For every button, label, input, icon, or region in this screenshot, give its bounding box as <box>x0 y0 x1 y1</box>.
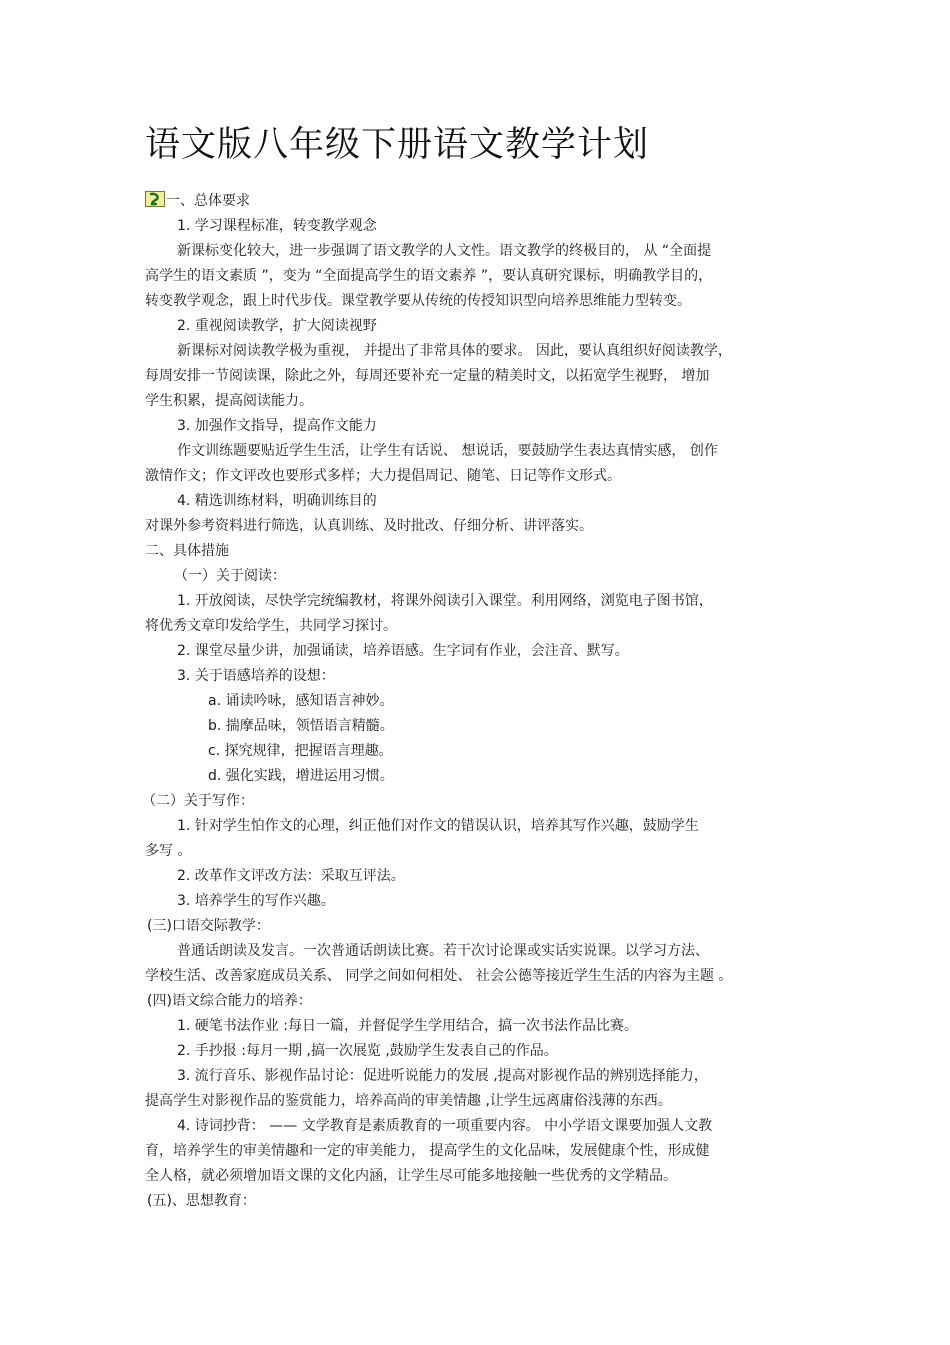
paragraph-line: 新课标对阅读教学极为重视， 并提出了非常具体的要求。 因此，要认真组织好阅读教学， <box>177 343 732 359</box>
sub-list-item: c. 探究规律，把握语言理趣。 <box>208 743 393 759</box>
paragraph-line: 高学生的语文素质 ”，变为 “全面提高学生的语文素养 ”，要认真研究课标，明确教学目的， <box>145 268 713 284</box>
list-item: 2. 课堂尽量少讲，加强诵读，培养语感。生字词有作业，会注音、默写。 <box>177 643 629 659</box>
item-heading: 3. 加强作文指导，提高作文能力 <box>177 418 377 434</box>
paragraph-line: 新课标变化较大，进一步强调了语文教学的人文性。语文教学的终极目的， 从 “全面提 <box>177 243 712 259</box>
paragraph-line: 激情作文；作文评改也要形式多样；大力提倡周记、随笔、日记等作文形式。 <box>145 468 621 484</box>
list-item: 1. 开放阅读，尽快学完统编教材，将课外阅读引入课堂。利用网络，浏览电子图书馆， <box>177 593 713 609</box>
list-item: 2. 手抄报 :每月一期 ,搞一次展览 ,鼓励学生发表自己的作品。 <box>177 1043 558 1059</box>
paragraph-line: 多写 。 <box>145 843 192 859</box>
list-item: 2. 改革作文评改方法：采取互评法。 <box>177 868 405 884</box>
paragraph-line: 育，培养学生的审美情趣和一定的审美能力， 提高学生的文化品味，发展健康个性，形成健 <box>145 1143 710 1159</box>
list-item: 1. 针对学生怕作文的心理，纠正他们对作文的错误认识，培养其写作兴趣，鼓励学生 <box>177 818 699 834</box>
paragraph-line: 作文训练题要贴近学生生活，让学生有话说、 想说话，要鼓励学生表达真情实感， 创作 <box>177 443 718 459</box>
page-title: 语文版八年级下册语文教学计划 <box>145 125 650 165</box>
bookmark-icon <box>145 191 165 207</box>
item-heading: 4. 精选训练材料，明确训练目的 <box>177 493 377 509</box>
item-heading: 1. 学习课程标准，转变教学观念 <box>177 218 377 234</box>
sub-list-item: d. 强化实践，增进运用习惯。 <box>208 768 394 784</box>
paragraph-line: 转变教学观念，跟上时代步伐。课堂教学要从传统的传授知识型向培养思维能力型转变。 <box>145 293 691 309</box>
subsection-heading: (三)口语交际教学： <box>147 918 270 934</box>
sub-list-item: a. 诵读吟咏，感知语言神妙。 <box>208 693 394 709</box>
paragraph-line: 将优秀文章印发给学生，共同学习探讨。 <box>145 618 397 634</box>
paragraph-line: 学生积累，提高阅读能力。 <box>145 393 313 409</box>
paragraph-line: 提高学生对影视作品的鉴赏能力，培养高尚的审美情趣 ,让学生远离庸俗浅薄的东西。 <box>145 1093 672 1109</box>
sub-list-item: b. 揣摩品味，领悟语言精髓。 <box>208 718 394 734</box>
section-heading: 二、具体措施 <box>145 543 229 559</box>
paragraph-line: 学校生活、改善家庭成员关系、 同学之间如何相处、 社会公德等接近学生生活的内容为主题 。 <box>145 968 733 984</box>
list-item: 3. 流行音乐、影视作品讨论：促进听说能力的发展 ,提高对影视作品的辨别选择能力， <box>177 1068 708 1084</box>
list-item: 3. 培养学生的写作兴趣。 <box>177 893 335 909</box>
list-item: 1. 硬笔书法作业 :每日一篇，并督促学生学用结合，搞一次书法作品比赛。 <box>177 1018 638 1034</box>
paragraph-line: 每周安排一节阅读课，除此之外，每周还要补充一定量的精美时文，以拓宽学生视野， 增加 <box>145 368 710 384</box>
section-heading: 一、总体要求 <box>166 193 250 209</box>
list-item: 3. 关于语感培养的设想： <box>177 668 335 684</box>
paragraph-line: 普通话朗读及发言。一次普通话朗读比赛。若干次讨论课或实话实说课。以学习方法、 <box>177 943 709 959</box>
paragraph-line: 对课外参考资料进行筛选，认真训练、及时批改、仔细分析、讲评落实。 <box>145 518 593 534</box>
subsection-heading: (四)语文综合能力的培养： <box>147 993 312 1009</box>
subsection-heading: (五)、思想教育： <box>147 1193 256 1209</box>
paragraph-line: 全人格，就必须增加语文课的文化内涵，让学生尽可能多地接触一些优秀的文学精品。 <box>145 1168 677 1184</box>
list-item: 4. 诗词抄背： —— 文学教育是素质教育的一项重要内容。 中小学语文课要加强人文教 <box>177 1118 713 1134</box>
subsection-heading: （一）关于阅读： <box>174 568 286 584</box>
subsection-heading: （二）关于写作： <box>142 793 254 809</box>
item-heading: 2. 重视阅读教学，扩大阅读视野 <box>177 318 377 334</box>
